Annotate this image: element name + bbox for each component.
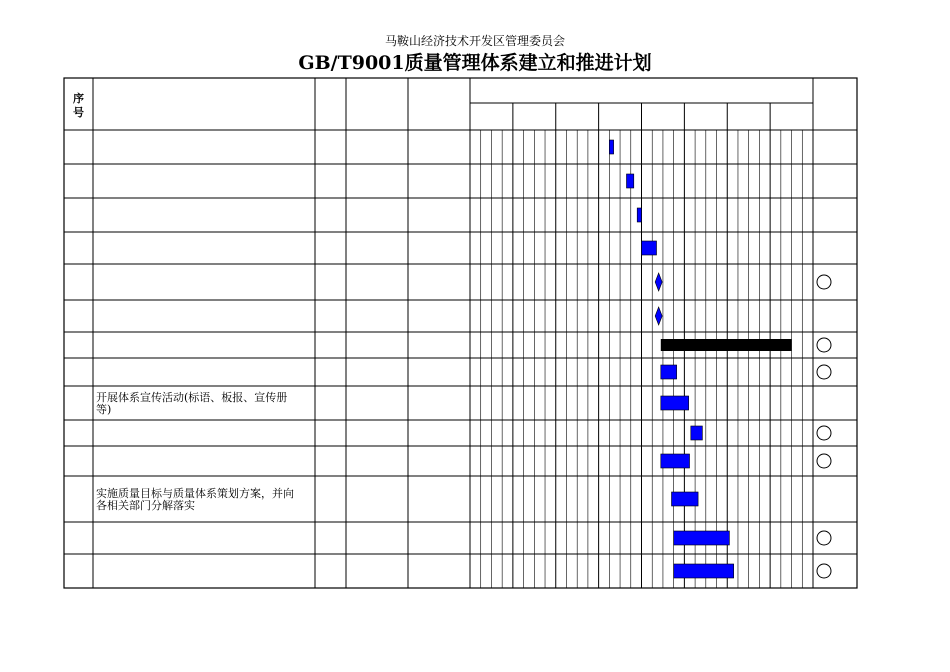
- status-circle-icon: [817, 338, 831, 352]
- row-task: 实施质量目标与质量体系策划方案，并向各相关部门分解落实: [96, 487, 294, 512]
- status-circle-icon: [817, 275, 831, 289]
- gantt-task-bar: [661, 396, 689, 410]
- gantt-task-bar: [674, 531, 730, 545]
- status-circle-icon: [817, 426, 831, 440]
- organization-name: 马鞍山经济技术开发区管理委员会: [384, 34, 565, 48]
- gantt-task-bar: [609, 140, 613, 154]
- status-circle-icon: [817, 531, 831, 545]
- column-header-seq: 序: [73, 92, 84, 105]
- status-circle-icon: [817, 454, 831, 468]
- gantt-task-bar: [661, 365, 677, 379]
- gantt-task-bar: [691, 426, 703, 440]
- gantt-milestone: [655, 307, 662, 325]
- gantt-task-bar: [642, 241, 657, 255]
- gantt-task-bar: [672, 492, 699, 506]
- row-task: 开展体系宣传活动(标语、板报、宣传册等): [96, 391, 288, 416]
- gantt-task-bar: [674, 564, 734, 578]
- status-circle-icon: [817, 564, 831, 578]
- gantt-milestone: [655, 273, 662, 291]
- column-header-seq: 号: [73, 106, 84, 119]
- gantt-task-bar: [637, 208, 641, 222]
- gantt-summary-bar: [661, 339, 792, 351]
- page-title: GB/T9001质量管理体系建立和推进计划: [298, 52, 652, 74]
- gantt-task-bar: [661, 454, 690, 468]
- gantt-task-bar: [626, 174, 633, 188]
- status-circle-icon: [817, 365, 831, 379]
